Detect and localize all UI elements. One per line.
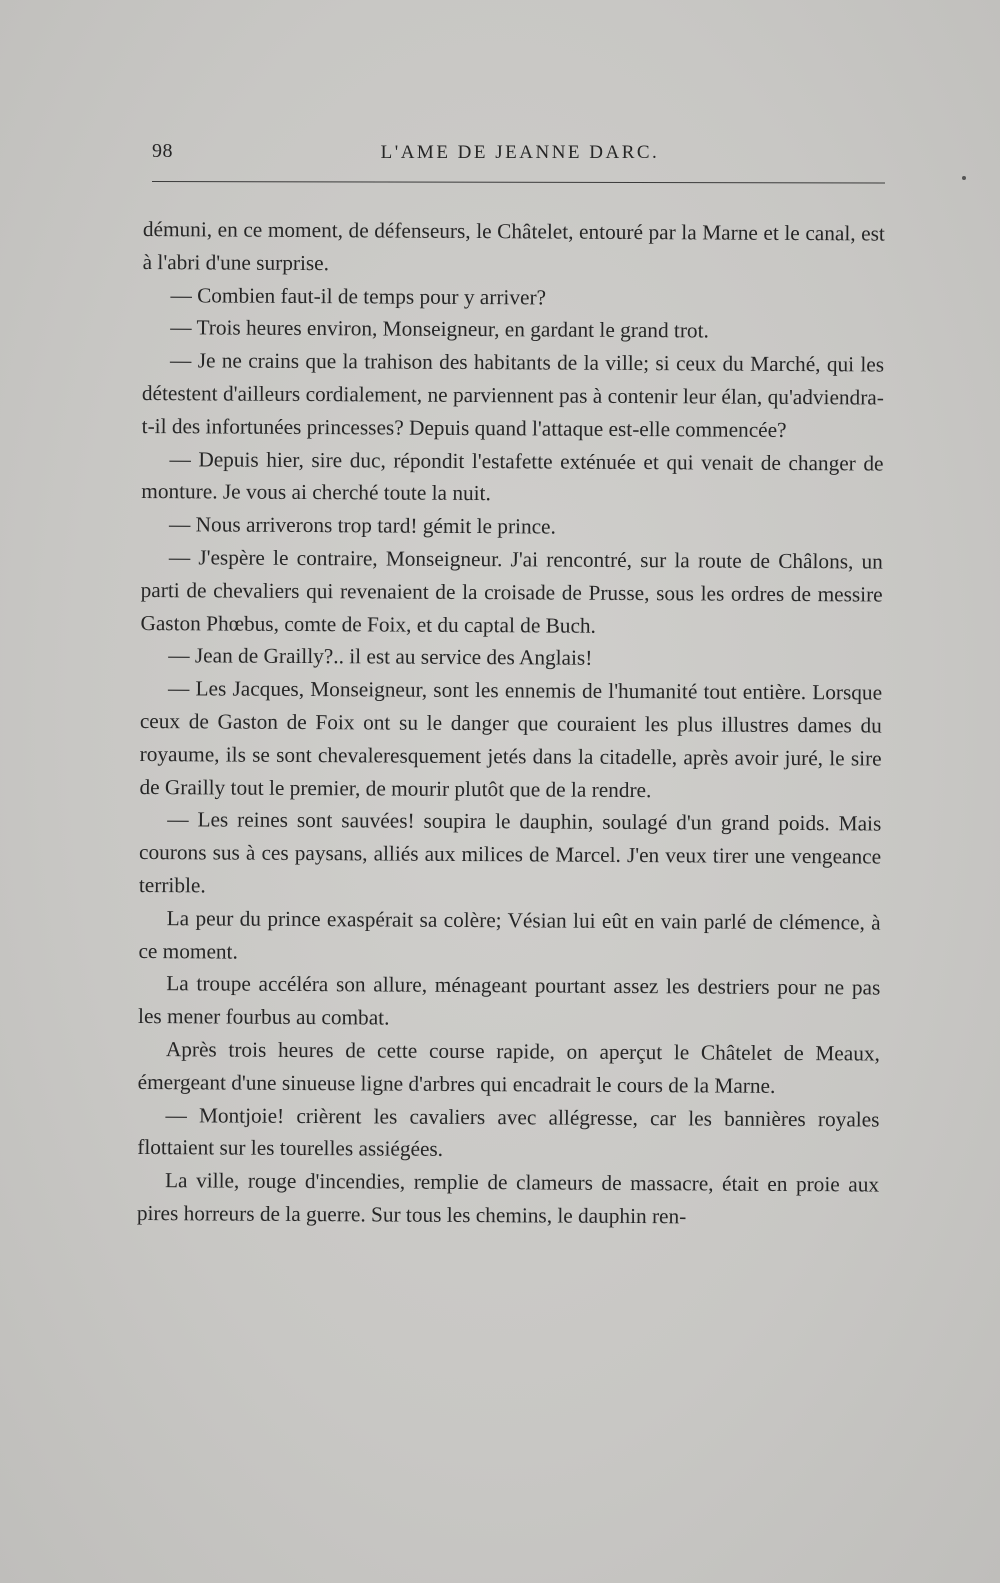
paragraph: — J'espère le contraire, Monseigneur. J'ai rencontré, sur la route de Châlons, un parti de chevaliers qui revenaient de la croisade de Prusse, sous les ordres de messire Gaston Phœbus, comte de Foix, et du captal de Buch. (140, 545, 883, 638)
paragraph: — Les Jacques, Monseigneur, sont les ennemis de l'humanité tout entière. Lorsque ceux de Gaston de Foix ont su le danger que couraient les plus illustres dames du royaume, ils se sont chevaleresquement jetés dans la citadelle, après avoir juré, le sire de Grailly tout le premier, de mourir plutôt que de la rendre. (139, 676, 883, 802)
paragraph: La peur du prince exaspérait sa colère; Vésian lui eût en vain parlé de clémence, à ce moment. (138, 905, 881, 964)
paragraph: Après trois heures de cette course rapide, on aperçut le Châtelet de Meaux, émergeant d'une sinueuse ligne d'arbres qui encadrait le cours de la Marne. (137, 1037, 880, 1098)
paragraph: — Nous arriverons trop tard! gémit le prince. (169, 512, 556, 539)
paragraph: — Depuis hier, sire duc, répondit l'estafette exténuée et qui venait de changer de monture. Je vous ai cherché toute la nuit. (141, 446, 884, 506)
paragraph: — Jean de Grailly?.. il est au service des Anglais! (168, 643, 593, 671)
page-number: 98 (152, 140, 173, 162)
ink-speck (962, 176, 966, 180)
running-title: L'AME DE JEANNE DARC. (380, 142, 660, 163)
header-rule (152, 181, 885, 184)
paragraph: — Combien faut-il de temps pour y arriver? (170, 282, 547, 310)
body-text (137, 213, 885, 1234)
paragraph: — Montjoie! crièrent les cavaliers avec allégresse, car les bannières royales flottaient sur les tourelles assiégées. (137, 1102, 880, 1162)
paragraph: La troupe accéléra son allure, ménageant pourtant assez les destriers pour ne pas les mener fourbus au combat. (138, 971, 881, 1030)
paragraph: démuni, en ce moment, de défenseurs, le Châtelet, entouré par la Marne et le canal, est à l'abri d'une surprise. (142, 216, 885, 275)
paragraph: — Les reines sont sauvées! soupira le dauphin, soulagé d'un grand poids. Mais courons sus à ces paysans, alliés aux milices de Marcel. J'en veux tirer une vengeance terrible. (138, 807, 882, 898)
paragraph: — Je ne crains que la trahison des habitants de la ville; si ceux du Marché, qui les détestent d'ailleurs cordialement, ne parviennent pas à contenir leur élan, qu'adviendra-t-il des infortunées princesses? Depuis quand l'attaque est-elle commencée? (141, 348, 885, 442)
paragraph: — Trois heures environ, Monseigneur, en gardant le grand trot. (170, 315, 709, 343)
paragraph: La ville, rouge d'incendies, remplie de clameurs de massacre, était en proie aux pires horreurs de la guerre. Sur tous les chemins, le dauphin ren- (136, 1168, 880, 1229)
